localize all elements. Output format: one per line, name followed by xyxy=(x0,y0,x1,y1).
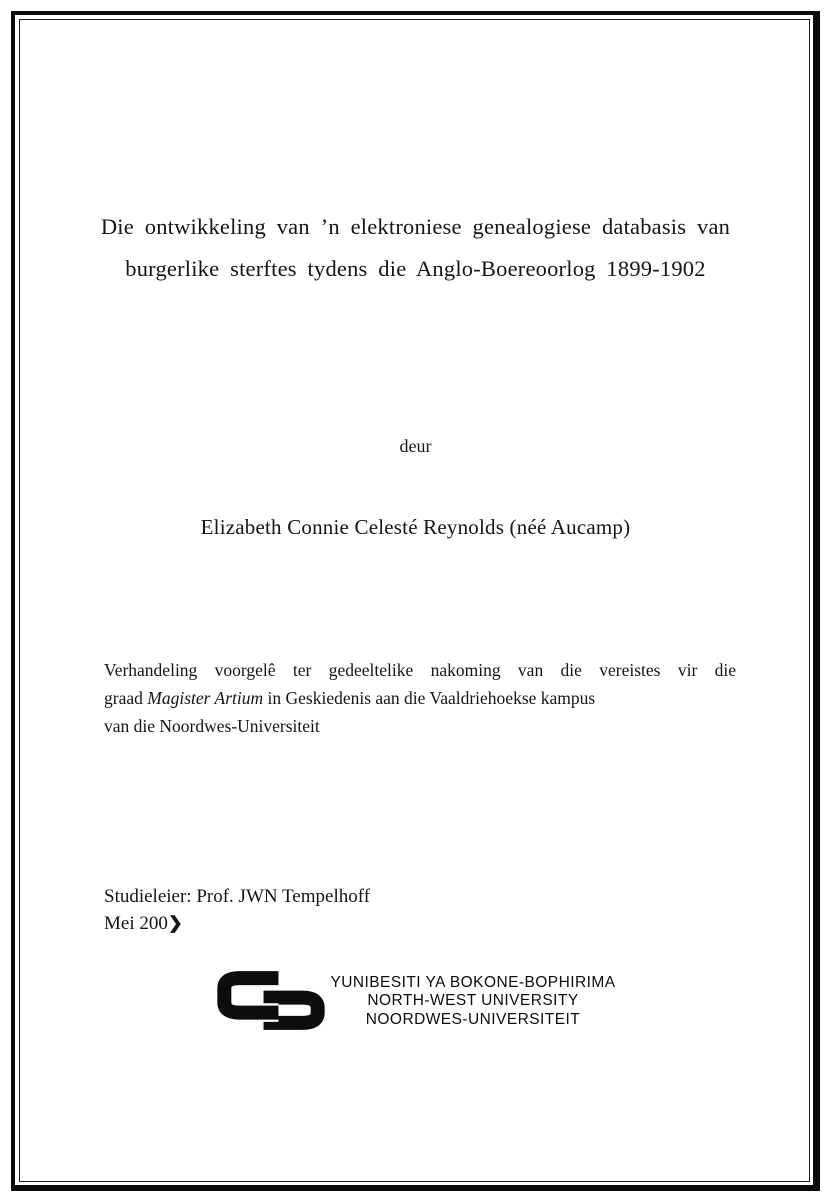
date-line xyxy=(104,910,370,937)
logo-line-english: NORTH-WEST UNIVERSITY xyxy=(367,992,579,1010)
byline-deur: deur xyxy=(399,436,432,456)
statement-line-2 xyxy=(104,684,736,712)
thesis-title-line-2: burgerlike sterftes tydens die Anglo-Boereoorlog 1899-1902 xyxy=(125,256,706,281)
nwu-logo xyxy=(0,964,831,1050)
thesis-title-line-1: Die ontwikkeling van ’n elektroniese genealogiese databasis van xyxy=(100,214,731,239)
statement-line-2-pre: graad xyxy=(104,688,148,708)
nwu-logo-wordmark xyxy=(330,974,615,1029)
statement-degree-name: Magister Artium xyxy=(147,688,264,708)
supervisor-line: Studieleier: Prof. JWN Tempelhoff xyxy=(104,886,371,907)
logo-line-setswana: YUNIBESITI YA BOKONE-BOPHIRIMA xyxy=(330,974,616,991)
nwu-chain-link-icon xyxy=(215,964,327,1050)
date-text: Mei 200 xyxy=(104,913,168,934)
statement-line-1: Verhandeling voorgelê ter gedeeltelike nakoming van die vereistes vir die xyxy=(104,660,736,680)
supervisor-block xyxy=(104,884,370,937)
statement-line-2-post: in Geskiedenis aan die Vaaldriehoekse kampus xyxy=(263,688,596,708)
author-name: Elizabeth Connie Celesté Reynolds (néé Aucamp) xyxy=(200,515,631,539)
thesis-statement xyxy=(104,656,736,740)
logo-line-afrikaans: NOORDWES-UNIVERSITEIT xyxy=(365,1010,581,1028)
thesis-title xyxy=(50,206,781,290)
date-year-glyph: ❯ xyxy=(167,913,182,933)
statement-line-3: van die Noordwes-Universiteit xyxy=(104,716,320,736)
